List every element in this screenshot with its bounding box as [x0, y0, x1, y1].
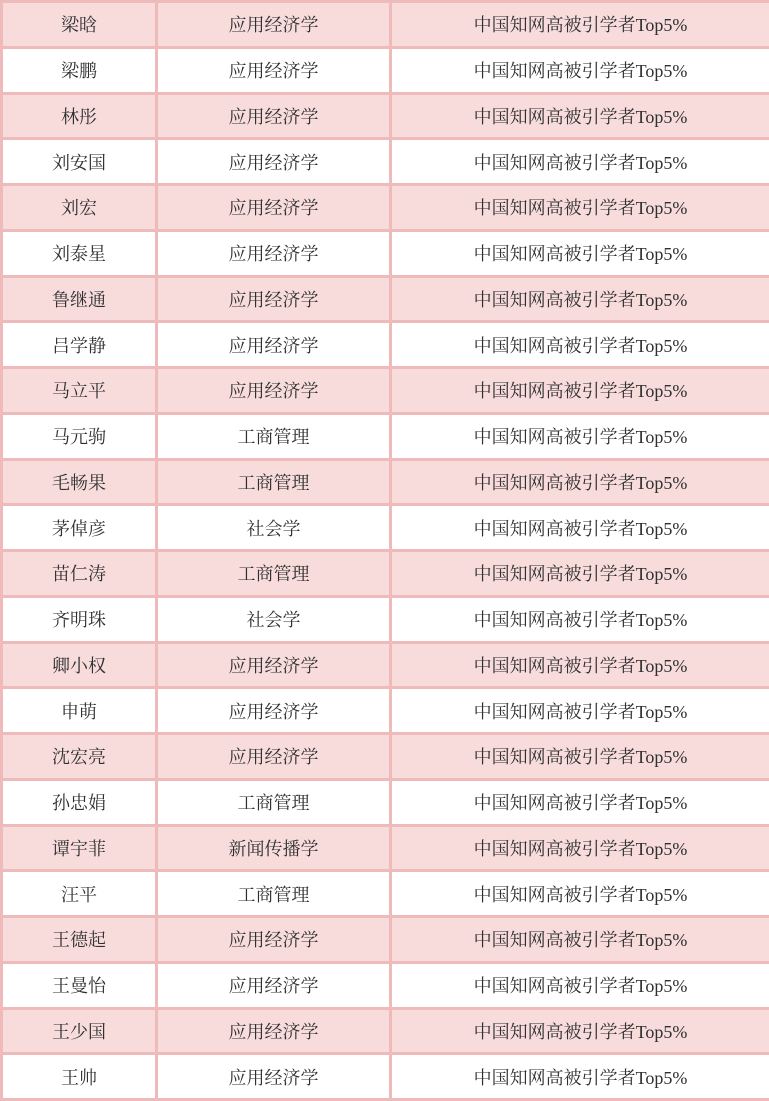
scholar-name: 汪平	[61, 885, 97, 905]
award-cell	[391, 825, 769, 871]
scholar-name: 梁鹏	[61, 61, 97, 81]
award-label: 中国知网高被引学者Top5%	[474, 153, 688, 173]
scholar-name-cell	[2, 93, 157, 139]
scholar-name: 鲁继通	[52, 290, 106, 310]
scholar-name-cell	[2, 230, 157, 276]
award-label: 中国知网高被引学者Top5%	[474, 930, 688, 950]
scholar-name: 王帅	[61, 1068, 97, 1088]
award-cell	[391, 230, 769, 276]
table-row	[2, 413, 769, 459]
award-label: 中国知网高被引学者Top5%	[474, 610, 688, 630]
table-row	[2, 1008, 769, 1054]
table-row	[2, 368, 769, 414]
scholar-name-cell	[2, 322, 157, 368]
discipline-label: 工商管理	[238, 793, 310, 813]
table-row	[2, 825, 769, 871]
award-cell	[391, 505, 769, 551]
award-cell	[391, 93, 769, 139]
table-row	[2, 551, 769, 597]
discipline-cell	[157, 322, 391, 368]
scholar-name-cell	[2, 2, 157, 48]
award-cell	[391, 47, 769, 93]
scholar-name-cell	[2, 505, 157, 551]
scholar-name: 刘宏	[61, 198, 97, 218]
scholar-name: 孙忠娟	[52, 793, 106, 813]
award-label: 中国知网高被引学者Top5%	[474, 61, 688, 81]
discipline-label: 应用经济学	[229, 198, 319, 218]
scholar-name: 茅倬彦	[52, 519, 106, 539]
discipline-cell	[157, 917, 391, 963]
award-label: 中国知网高被引学者Top5%	[474, 1068, 688, 1088]
award-label: 中国知网高被引学者Top5%	[474, 244, 688, 264]
table-row	[2, 917, 769, 963]
table-row	[2, 2, 769, 48]
award-cell	[391, 276, 769, 322]
scholar-name-cell	[2, 1054, 157, 1100]
table-row	[2, 47, 769, 93]
scholar-name-cell	[2, 413, 157, 459]
award-cell	[391, 962, 769, 1008]
discipline-cell	[157, 779, 391, 825]
discipline-cell	[157, 505, 391, 551]
award-label: 中国知网高被引学者Top5%	[474, 473, 688, 493]
discipline-label: 工商管理	[238, 427, 310, 447]
scholar-name: 毛畅果	[52, 473, 106, 493]
scholar-name: 沈宏亮	[52, 747, 106, 767]
discipline-label: 应用经济学	[229, 381, 319, 401]
award-cell	[391, 688, 769, 734]
award-cell	[391, 734, 769, 780]
discipline-label: 新闻传播学	[229, 839, 319, 859]
award-cell	[391, 551, 769, 597]
discipline-label: 应用经济学	[229, 107, 319, 127]
discipline-cell	[157, 139, 391, 185]
discipline-label: 工商管理	[238, 473, 310, 493]
scholar-name: 马立平	[52, 381, 106, 401]
award-cell	[391, 779, 769, 825]
scholar-name-cell	[2, 47, 157, 93]
discipline-label: 社会学	[247, 610, 301, 630]
award-label: 中国知网高被引学者Top5%	[474, 336, 688, 356]
discipline-cell	[157, 230, 391, 276]
table-row	[2, 505, 769, 551]
table-row	[2, 1054, 769, 1100]
scholar-name: 王德起	[52, 930, 106, 950]
award-label: 中国知网高被引学者Top5%	[474, 519, 688, 539]
scholar-name: 谭宇菲	[52, 839, 106, 859]
discipline-cell	[157, 596, 391, 642]
scholar-name-cell	[2, 779, 157, 825]
scholar-name-cell	[2, 962, 157, 1008]
award-label: 中国知网高被引学者Top5%	[474, 107, 688, 127]
discipline-cell	[157, 734, 391, 780]
scholar-name: 马元驹	[52, 427, 106, 447]
scholar-name-cell	[2, 276, 157, 322]
scholar-name: 苗仁涛	[52, 564, 106, 584]
scholar-name: 申萌	[61, 702, 97, 722]
discipline-cell	[157, 276, 391, 322]
discipline-label: 应用经济学	[229, 244, 319, 264]
table-row	[2, 596, 769, 642]
award-label: 中国知网高被引学者Top5%	[474, 427, 688, 447]
table-row	[2, 459, 769, 505]
scholar-name-cell	[2, 368, 157, 414]
scholar-name: 林彤	[61, 107, 97, 127]
discipline-cell	[157, 825, 391, 871]
award-cell	[391, 1008, 769, 1054]
award-label: 中国知网高被引学者Top5%	[474, 885, 688, 905]
award-label: 中国知网高被引学者Top5%	[474, 564, 688, 584]
scholar-name: 刘安国	[52, 153, 106, 173]
table-row	[2, 734, 769, 780]
scholar-name: 吕学静	[52, 336, 106, 356]
award-label: 中国知网高被引学者Top5%	[474, 976, 688, 996]
discipline-cell	[157, 93, 391, 139]
table-row	[2, 276, 769, 322]
discipline-label: 应用经济学	[229, 747, 319, 767]
scholar-name-cell	[2, 459, 157, 505]
discipline-cell	[157, 2, 391, 48]
discipline-label: 应用经济学	[229, 930, 319, 950]
discipline-cell	[157, 1008, 391, 1054]
award-cell	[391, 871, 769, 917]
scholar-name-cell	[2, 734, 157, 780]
discipline-cell	[157, 1054, 391, 1100]
table-row	[2, 962, 769, 1008]
discipline-label: 应用经济学	[229, 153, 319, 173]
discipline-cell	[157, 185, 391, 231]
discipline-label: 应用经济学	[229, 15, 319, 35]
award-label: 中国知网高被引学者Top5%	[474, 290, 688, 310]
table-row	[2, 871, 769, 917]
scholar-name-cell	[2, 642, 157, 688]
table-row	[2, 230, 769, 276]
table-row	[2, 139, 769, 185]
discipline-cell	[157, 871, 391, 917]
award-label: 中国知网高被引学者Top5%	[474, 747, 688, 767]
award-cell	[391, 413, 769, 459]
award-cell	[391, 917, 769, 963]
award-cell	[391, 368, 769, 414]
scholar-name-cell	[2, 185, 157, 231]
table-row	[2, 688, 769, 734]
scholar-name: 齐明珠	[52, 610, 106, 630]
table-row	[2, 93, 769, 139]
scholar-name-cell	[2, 871, 157, 917]
award-cell	[391, 2, 769, 48]
scholar-name-cell	[2, 688, 157, 734]
discipline-cell	[157, 368, 391, 414]
discipline-cell	[157, 413, 391, 459]
scholar-name: 刘泰星	[52, 244, 106, 264]
table-row	[2, 322, 769, 368]
discipline-label: 应用经济学	[229, 61, 319, 81]
scholar-name: 王曼怡	[52, 976, 106, 996]
discipline-label: 应用经济学	[229, 1022, 319, 1042]
discipline-cell	[157, 962, 391, 1008]
award-label: 中国知网高被引学者Top5%	[474, 15, 688, 35]
table-body	[2, 2, 769, 1100]
award-label: 中国知网高被引学者Top5%	[474, 198, 688, 218]
scholar-name-cell	[2, 825, 157, 871]
award-label: 中国知网高被引学者Top5%	[474, 702, 688, 722]
discipline-label: 应用经济学	[229, 1068, 319, 1088]
discipline-label: 应用经济学	[229, 290, 319, 310]
award-cell	[391, 596, 769, 642]
award-label: 中国知网高被引学者Top5%	[474, 793, 688, 813]
award-label: 中国知网高被引学者Top5%	[474, 381, 688, 401]
award-cell	[391, 642, 769, 688]
table-row	[2, 779, 769, 825]
discipline-cell	[157, 642, 391, 688]
discipline-label: 应用经济学	[229, 976, 319, 996]
award-cell	[391, 139, 769, 185]
discipline-cell	[157, 688, 391, 734]
scholar-name-cell	[2, 551, 157, 597]
scholar-name-cell	[2, 1008, 157, 1054]
discipline-cell	[157, 551, 391, 597]
scholar-name: 王少国	[52, 1022, 106, 1042]
award-cell	[391, 459, 769, 505]
table-row	[2, 642, 769, 688]
discipline-cell	[157, 459, 391, 505]
scholar-name-cell	[2, 596, 157, 642]
discipline-label: 工商管理	[238, 564, 310, 584]
award-label: 中国知网高被引学者Top5%	[474, 656, 688, 676]
discipline-label: 应用经济学	[229, 656, 319, 676]
table-row	[2, 185, 769, 231]
scholar-name: 卿小权	[52, 656, 106, 676]
discipline-cell	[157, 47, 391, 93]
discipline-label: 应用经济学	[229, 702, 319, 722]
award-cell	[391, 322, 769, 368]
discipline-label: 社会学	[247, 519, 301, 539]
discipline-label: 工商管理	[238, 885, 310, 905]
scholar-name: 梁晗	[61, 15, 97, 35]
award-label: 中国知网高被引学者Top5%	[474, 839, 688, 859]
award-cell	[391, 185, 769, 231]
scholar-name-cell	[2, 917, 157, 963]
scholar-name-cell	[2, 139, 157, 185]
award-label: 中国知网高被引学者Top5%	[474, 1022, 688, 1042]
award-cell	[391, 1054, 769, 1100]
discipline-label: 应用经济学	[229, 336, 319, 356]
